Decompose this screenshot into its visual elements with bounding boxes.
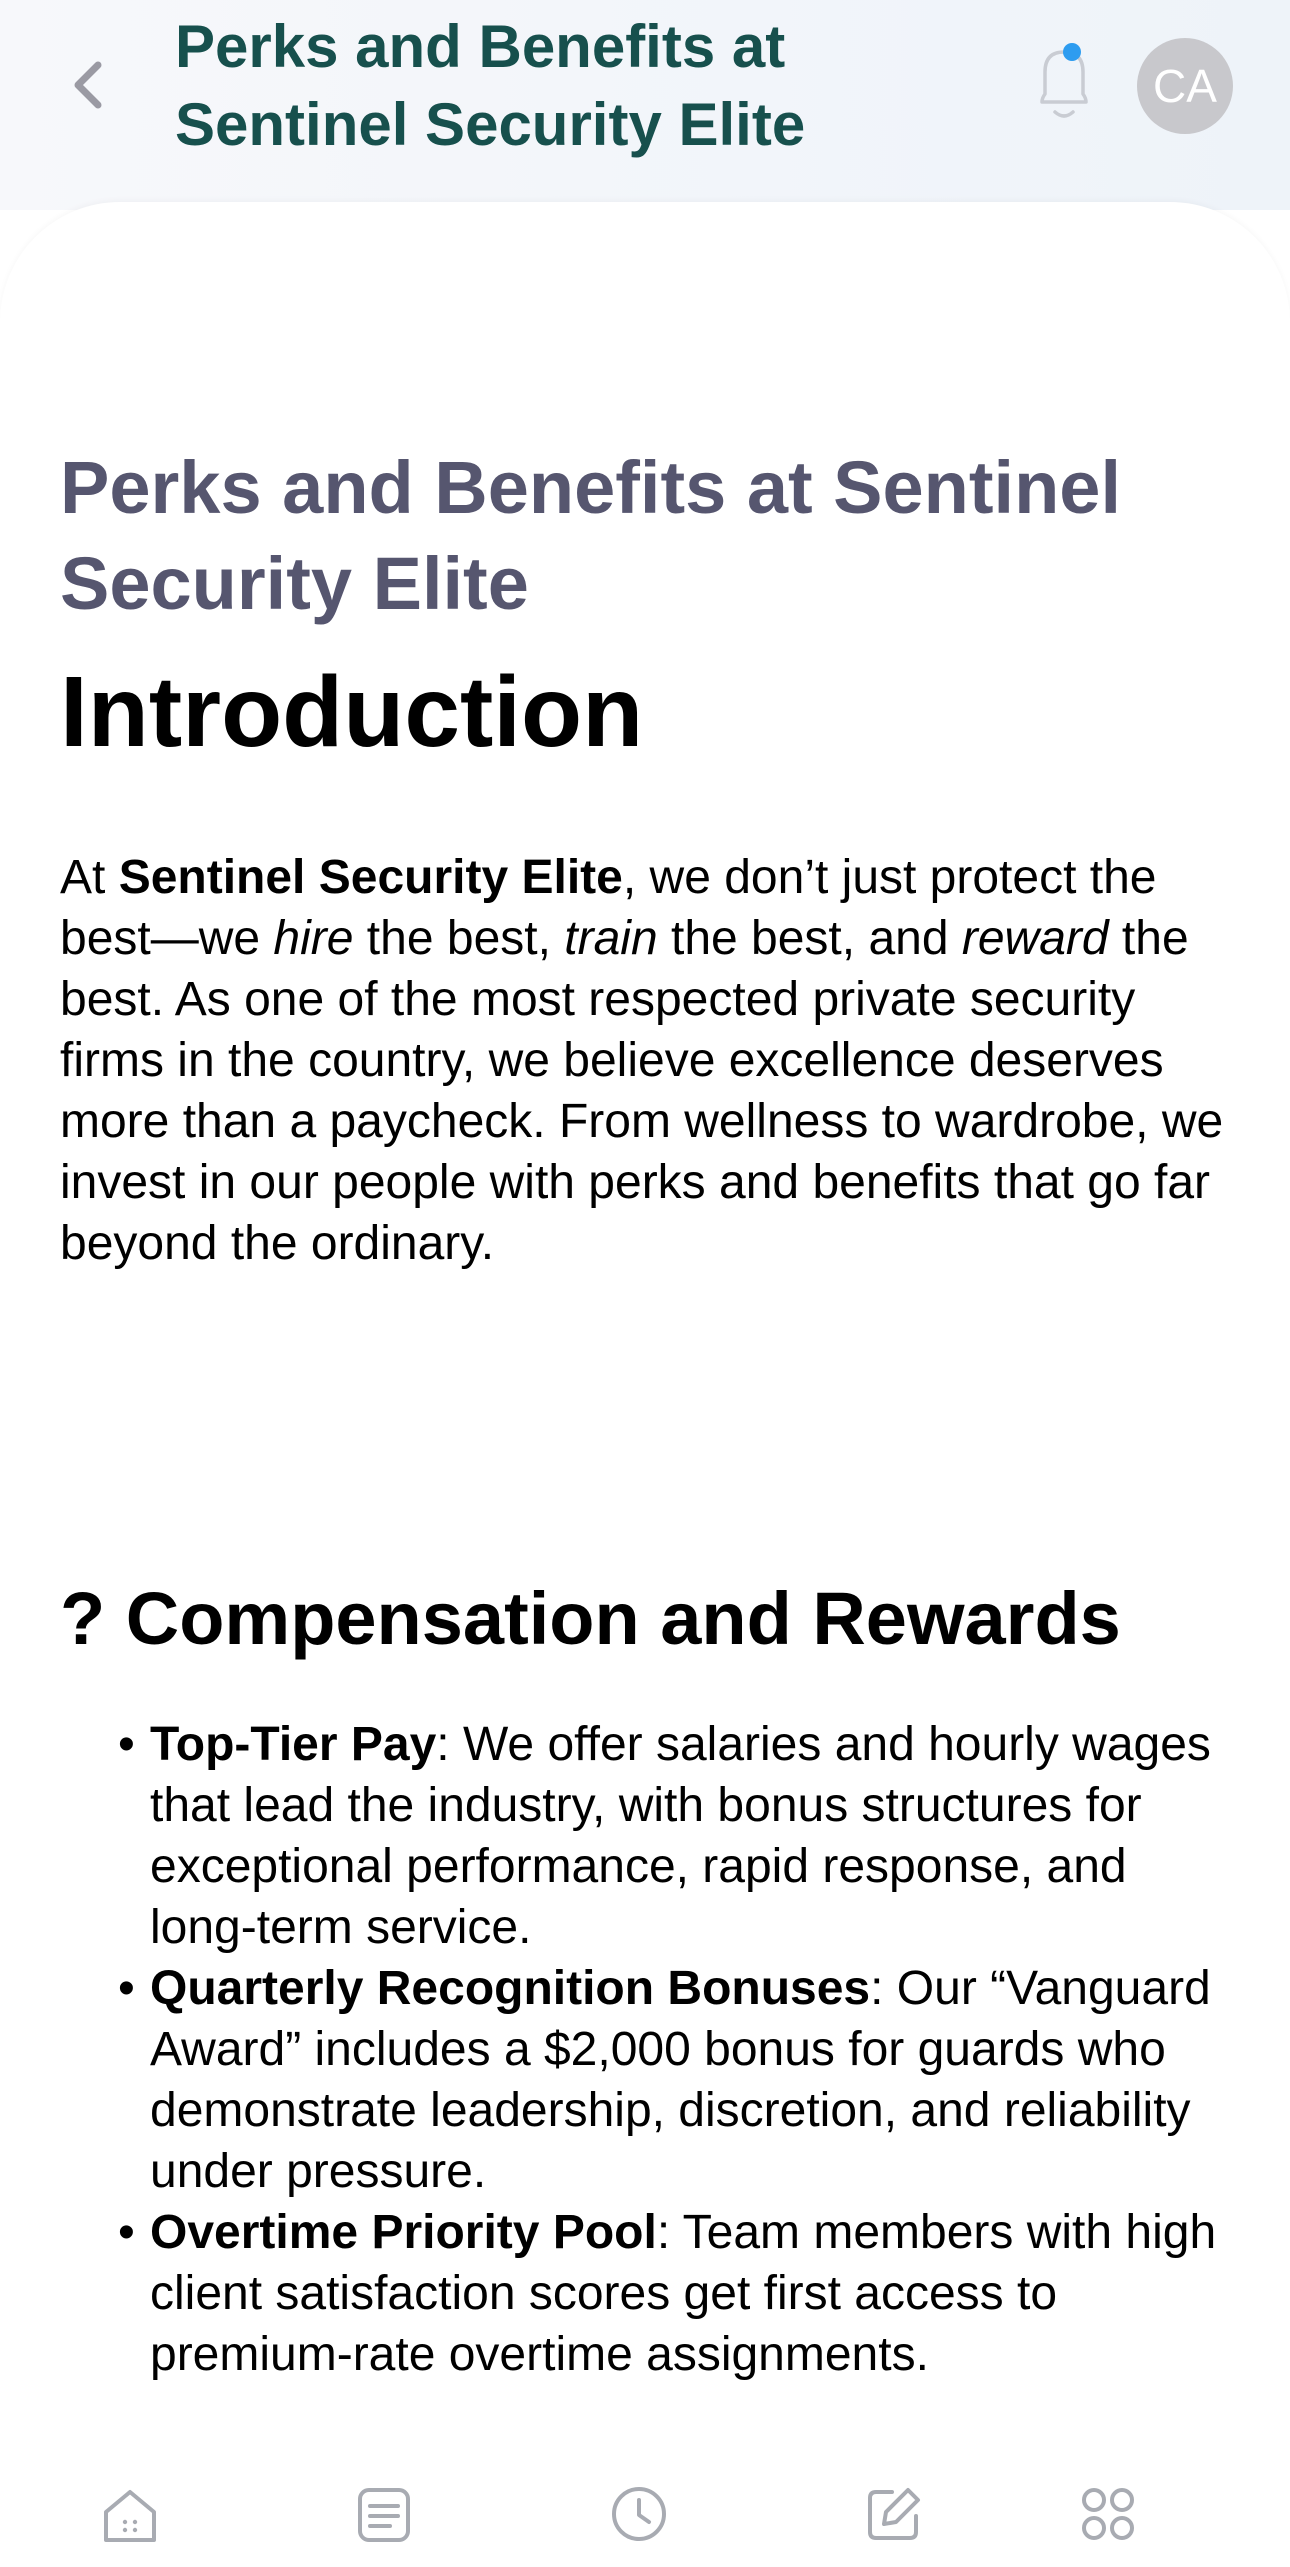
list-item-title: Overtime Priority Pool — [150, 2206, 657, 2259]
bell-icon — [1028, 38, 1100, 128]
tab-home[interactable] — [98, 2482, 162, 2546]
bullet: • — [118, 2206, 135, 2259]
intro-text: the best, and — [657, 912, 962, 965]
emphasis-train: train — [564, 912, 658, 965]
intro-paragraph — [60, 847, 1240, 1274]
list-item-text: : Our “Vanguard Award” includes a $2,000 bonus for guards who demonstrate leadership, discretion, and reliability under pressure. — [150, 1962, 1211, 2198]
edit-icon — [862, 2482, 926, 2546]
intro-text: At — [60, 851, 119, 904]
list-item-title: Quarterly Recognition Bonuses — [150, 1962, 871, 2015]
list-item — [118, 1714, 1240, 1958]
intro-heading: Introduction — [60, 656, 644, 768]
intro-text: the best, — [353, 912, 565, 965]
scroll-clip — [0, 2398, 1290, 2458]
document-icon — [352, 2482, 416, 2546]
avatar[interactable]: CA — [1137, 38, 1233, 134]
clock-icon — [607, 2482, 671, 2546]
section-heading-compensation: ? Compensation and Rewards — [60, 1577, 1121, 1660]
tab-documents[interactable] — [352, 2482, 416, 2546]
notifications-button[interactable] — [1028, 38, 1100, 128]
header-title: Perks and Benefits at Sentinel Security Elite — [175, 13, 806, 158]
list-item-title: Top-Tier Pay — [150, 1718, 437, 1771]
tab-history[interactable] — [607, 2482, 671, 2546]
intro-text: , we don’t just protect the best—we — [60, 851, 1157, 965]
notification-dot — [1063, 43, 1081, 61]
bottom-tab-bar — [0, 2460, 1290, 2567]
intro-text: the best. As one of the most respected private security firms in the country, we believe excellence deserves more than a paycheck. From wellness to wardrobe, we invest in our people with perks and benefits that go far beyond the ordinary. — [60, 912, 1224, 1270]
compensation-list — [60, 1714, 1240, 2385]
app-header — [0, 0, 1290, 210]
back-button[interactable] — [58, 50, 118, 120]
bullet: • — [118, 1718, 135, 1771]
list-item-text: : We offer salaries and hourly wages that lead the industry, with bonus structures for exceptional performance, rapid response, and long-term service. — [150, 1718, 1211, 1954]
list-item — [118, 1958, 1240, 2202]
company-name: Sentinel Security Elite — [118, 851, 623, 904]
tab-edit[interactable] — [862, 2482, 926, 2546]
chevron-left-icon — [68, 57, 108, 113]
document-title: Perks and Benefits at Sentinel Security Elite — [60, 446, 1122, 625]
document-content — [60, 440, 1240, 2385]
emphasis-hire: hire — [273, 912, 354, 965]
bullet: • — [118, 1962, 135, 2015]
tab-apps[interactable] — [1076, 2482, 1140, 2546]
list-item — [118, 2202, 1240, 2385]
apps-icon — [1076, 2482, 1140, 2546]
list-item-text: : Team members with high client satisfaction scores get first access to premium-rate overtime assignments. — [150, 2206, 1217, 2381]
emphasis-reward: reward — [961, 912, 1109, 965]
home-icon — [98, 2482, 162, 2546]
